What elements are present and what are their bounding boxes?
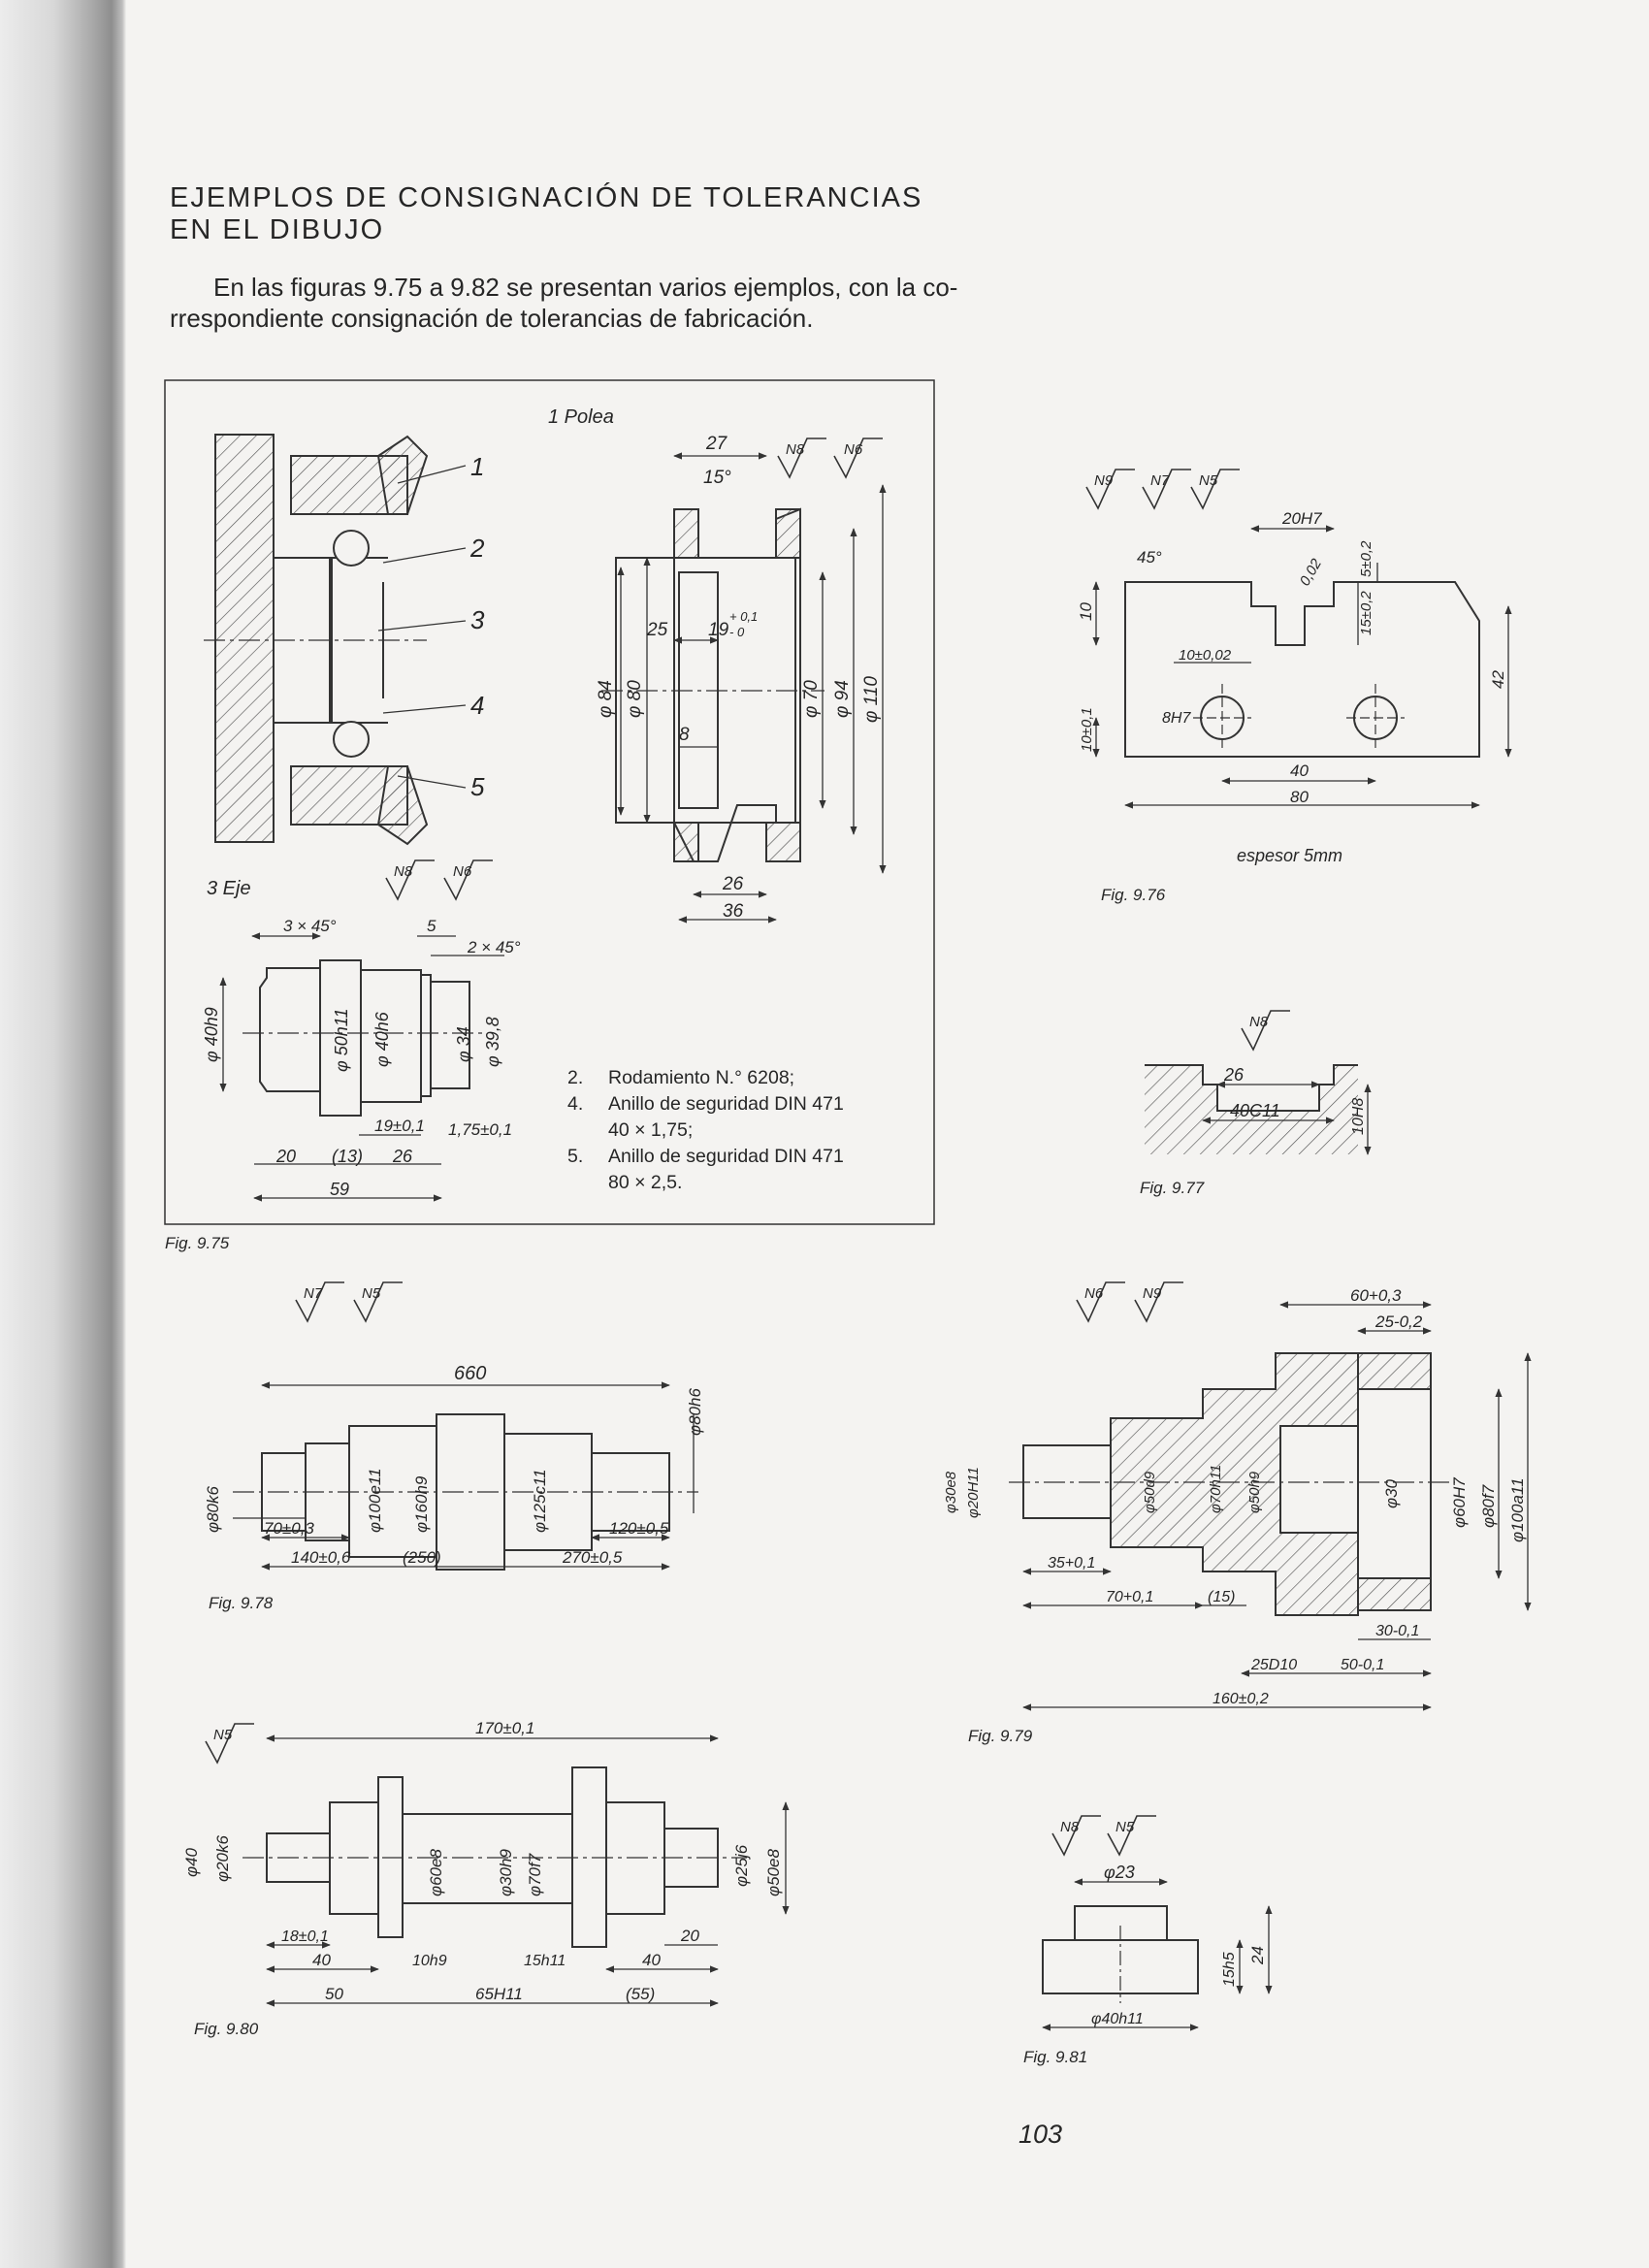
polea-title: 1 Polea [548, 406, 614, 428]
fig976-dim-42: 42 [1489, 670, 1507, 689]
fig979-dim-70: 70+0,1 [1106, 1589, 1154, 1605]
fig-9-75-caption: Fig. 9.75 [165, 1234, 230, 1252]
callout-4: 4 [470, 691, 485, 720]
fig980-dim-170: 170±0,1 [475, 1719, 535, 1737]
fig978-dim-120: 120±0,5 [609, 1519, 669, 1538]
legend-item-2 [567, 1065, 844, 1091]
eje-dim-d50h11: φ 50h11 [332, 1008, 351, 1072]
fig980-dim-d20k6: φ20k6 [213, 1835, 232, 1882]
fig976-dim-45deg: 45° [1137, 548, 1162, 567]
fig978-dim-270: 270±0,5 [563, 1548, 623, 1567]
mark-n8-981: N8 [1060, 1819, 1080, 1835]
callout-5: 5 [470, 772, 485, 801]
legend-item-5-line-2: 80 × 2,5. [608, 1172, 683, 1193]
fig978-dim-250: (250) [403, 1548, 441, 1567]
fig-9-81-caption: Fig. 9.81 [1023, 2048, 1088, 2066]
mark-n6-polea: N6 [844, 441, 863, 458]
fig976-dim-20h7: 20H7 [1282, 509, 1322, 528]
eje-dim-d40h6: φ 40h6 [372, 1012, 392, 1067]
fig981-dim-d23: φ23 [1104, 1863, 1135, 1882]
fig980-dim-d50e8: φ50e8 [764, 1849, 783, 1896]
eje-dim-19: 19±0,1 [374, 1117, 425, 1135]
polea-dim-d70: φ 70 [801, 680, 822, 718]
fig980-dim-55: (55) [626, 1985, 656, 2003]
eje-dim-20: 20 [276, 1147, 297, 1166]
fig-9-80 [182, 1719, 786, 2038]
polea-dim-d94: φ 94 [832, 680, 853, 718]
eje-dim-5: 5 [427, 917, 436, 935]
intro-line-1: En las figuras 9.75 a 9.82 se presentan varios ejemplos, con la co- [213, 273, 958, 302]
fig-9-78-caption: Fig. 9.78 [209, 1594, 274, 1612]
fig-9-76-caption: Fig. 9.76 [1101, 886, 1166, 904]
fig976-dim-5: 5±0,2 [1358, 540, 1374, 577]
fig980-dim-18: 18±0,1 [281, 1928, 329, 1945]
polea-dim-19: 19 [708, 620, 729, 640]
legend-item-4-line-1: Anillo de seguridad DIN 471 [608, 1093, 844, 1115]
legend-item-4-num: 4. [567, 1093, 584, 1115]
polea-dim-25: 25 [647, 620, 668, 640]
polea-dim-15deg: 15° [703, 468, 731, 488]
eje-dim-d40h9: φ 40h9 [202, 1007, 221, 1062]
fig981-dim-24: 24 [1248, 1946, 1267, 1964]
fig980-dim-d30h9: φ30h9 [497, 1849, 515, 1896]
fig979-dim-30: 30-0,1 [1375, 1623, 1420, 1639]
fig979-dim-d50h9: φ50h9 [1246, 1471, 1263, 1513]
fig979-dim-35: 35+0,1 [1048, 1555, 1096, 1571]
fig976-note: espesor 5mm [1237, 846, 1343, 865]
polea-dim-36: 36 [723, 901, 744, 922]
eje-dim-2x45: 2 × 45° [468, 938, 521, 956]
fig976-dim-15: 15±0,2 [1358, 591, 1374, 635]
fig980-dim-20: 20 [681, 1927, 699, 1945]
legend-item-5 [567, 1144, 844, 1196]
callout-2: 2 [470, 534, 485, 563]
mark-n9-979: N9 [1143, 1285, 1162, 1302]
intro-line-2: rrespondiente consignación de tolerancias de fabricación. [170, 304, 814, 333]
mark-n7-978: N7 [304, 1285, 323, 1302]
shaft-drawing [223, 936, 504, 1198]
fig-9-78 [204, 1363, 704, 1612]
fig980-dim-40-right: 40 [642, 1951, 661, 1969]
legend-item-4-line-2: 40 × 1,75; [608, 1119, 694, 1141]
polea-dim-26: 26 [723, 874, 744, 894]
legend-item-4 [567, 1091, 844, 1144]
mark-n5-976: N5 [1199, 472, 1218, 489]
fig979-dim-25d10: 25D10 [1251, 1657, 1298, 1673]
fig980-dim-d60e8: φ60e8 [427, 1849, 445, 1896]
fig979-dim-d80f7: φ80f7 [1479, 1484, 1498, 1528]
polea-dim-27: 27 [706, 434, 728, 454]
eje-dim-13: (13) [332, 1147, 364, 1166]
mark-n6-eje: N6 [453, 863, 472, 880]
fig977-dim-10h8: 10H8 [1350, 1097, 1367, 1135]
fig980-dim-65h11: 65H11 [475, 1985, 523, 2003]
polea-dim-d84: φ 84 [596, 680, 616, 718]
fig976-dim-10-002: 10±0,02 [1179, 647, 1232, 664]
fig978-dim-d80k6: φ80k6 [204, 1486, 222, 1533]
mark-n9-976: N9 [1094, 472, 1114, 489]
polea-dim-19-upper: + 0,1 [729, 609, 759, 624]
polea-dim-d80: φ 80 [625, 680, 645, 718]
eje-dim-26: 26 [393, 1147, 413, 1166]
polea-dim-d110: φ 110 [861, 676, 882, 723]
polea-dim-19-lower: - 0 [729, 625, 745, 639]
mark-n8-eje: N8 [394, 863, 413, 880]
fig979-dim-d30: φ30 [1382, 1479, 1401, 1508]
fig979-dim-d30e8: φ30e8 [943, 1471, 959, 1513]
assembly-view [204, 435, 466, 844]
legend-item-5-num: 5. [567, 1146, 584, 1167]
mark-n6-979: N6 [1084, 1285, 1104, 1302]
fig979-dim-d50d9: φ50d9 [1142, 1471, 1158, 1513]
eje-dim-d39-8: φ 39,8 [483, 1017, 502, 1067]
fig-9-80-caption: Fig. 9.80 [194, 2020, 259, 2038]
fig981-dim-d40h11: φ40h11 [1091, 2011, 1144, 2027]
fig979-dim-15: (15) [1208, 1589, 1236, 1605]
callout-1: 1 [470, 452, 485, 481]
fig976-dim-10: 10 [1077, 602, 1095, 621]
callout-3: 3 [470, 605, 485, 634]
fig978-dim-660: 660 [454, 1363, 487, 1384]
fig979-dim-160: 160±0,2 [1212, 1691, 1269, 1707]
fig977-dim-40c11: 40C11 [1230, 1101, 1280, 1120]
mark-n5-981: N5 [1116, 1819, 1135, 1835]
legend-item-5-line-1: Anillo de seguridad DIN 471 [608, 1146, 844, 1167]
fig977-dim-26: 26 [1224, 1065, 1245, 1085]
fig980-dim-50: 50 [325, 1985, 343, 2003]
fig976-dim-80: 80 [1290, 788, 1309, 806]
fig979-dim-60: 60+0,3 [1350, 1286, 1402, 1305]
heading-line-2: EN EL DIBUJO [170, 214, 385, 245]
fig980-dim-d25j6: φ25j6 [732, 1844, 751, 1887]
fig-9-77-caption: Fig. 9.77 [1140, 1179, 1205, 1197]
fig978-dim-140: 140±0,6 [291, 1548, 351, 1567]
legend-item-2-num: 2. [567, 1067, 584, 1088]
eje-dim-59: 59 [330, 1180, 350, 1199]
eje-title: 3 Eje [207, 878, 251, 899]
fig980-dim-15h11: 15h11 [524, 1953, 566, 1969]
page-number: 103 [1018, 2120, 1063, 2149]
legend-item-2-line-1: Rodamiento N.° 6208; [608, 1067, 795, 1088]
fig976-dim-8h7: 8H7 [1162, 710, 1191, 727]
fig978-dim-d160h9: φ160h9 [412, 1475, 431, 1533]
fig980-dim-40-left: 40 [312, 1951, 331, 1969]
fig976-dim-0-02: 0,02 [1296, 556, 1326, 589]
eje-dim-d34: φ 34 [454, 1026, 473, 1062]
fig979-dim-d60h7: φ60H7 [1450, 1477, 1469, 1528]
fig979-dim-50: 50-0,1 [1341, 1657, 1385, 1673]
fig978-dim-70: 70±0,3 [264, 1519, 314, 1538]
fig-9-75-legend [567, 1065, 844, 1196]
fig979-dim-d70h11: φ70h11 [1208, 1464, 1224, 1513]
fig980-dim-d40: φ40 [182, 1848, 201, 1877]
fig979-dim-d20h11: φ20H11 [965, 1467, 982, 1518]
eje-dim-3x45: 3 × 45° [283, 917, 337, 935]
fig981-dim-15h5: 15h5 [1221, 1952, 1238, 1987]
fig976-dim-10-01: 10±0,1 [1079, 707, 1095, 752]
fig978-dim-d100e11: φ100e11 [366, 1468, 384, 1533]
eje-dim-1-75: 1,75±0,1 [448, 1120, 513, 1139]
heading-line-1: EJEMPLOS DE CONSIGNACIÓN DE TOLERANCIAS [170, 182, 923, 213]
mark-n7-976: N7 [1150, 472, 1170, 489]
fig-9-81 [1023, 1863, 1269, 2066]
mark-n8-977: N8 [1249, 1014, 1269, 1030]
fig978-dim-d80h6: φ80h6 [686, 1388, 704, 1436]
fig979-dim-25: 25-0,2 [1375, 1312, 1423, 1331]
fig-9-76 [1077, 509, 1508, 904]
fig979-dim-d100a11: φ100a11 [1508, 1477, 1527, 1542]
fig980-dim-10h9: 10h9 [412, 1953, 447, 1969]
fig-9-79 [943, 1286, 1528, 1745]
fig980-dim-d70f7: φ70f7 [526, 1853, 544, 1896]
fig976-dim-40: 40 [1290, 761, 1309, 780]
mark-n5-980: N5 [213, 1727, 233, 1743]
mark-n5-978: N5 [362, 1285, 381, 1302]
fig978-dim-d125c11: φ125c11 [531, 1469, 549, 1533]
mark-n8-polea: N8 [786, 441, 805, 458]
fig-9-79-caption: Fig. 9.79 [968, 1727, 1033, 1745]
polea-dim-8: 8 [679, 725, 690, 745]
fig-9-77 [1140, 1065, 1368, 1197]
